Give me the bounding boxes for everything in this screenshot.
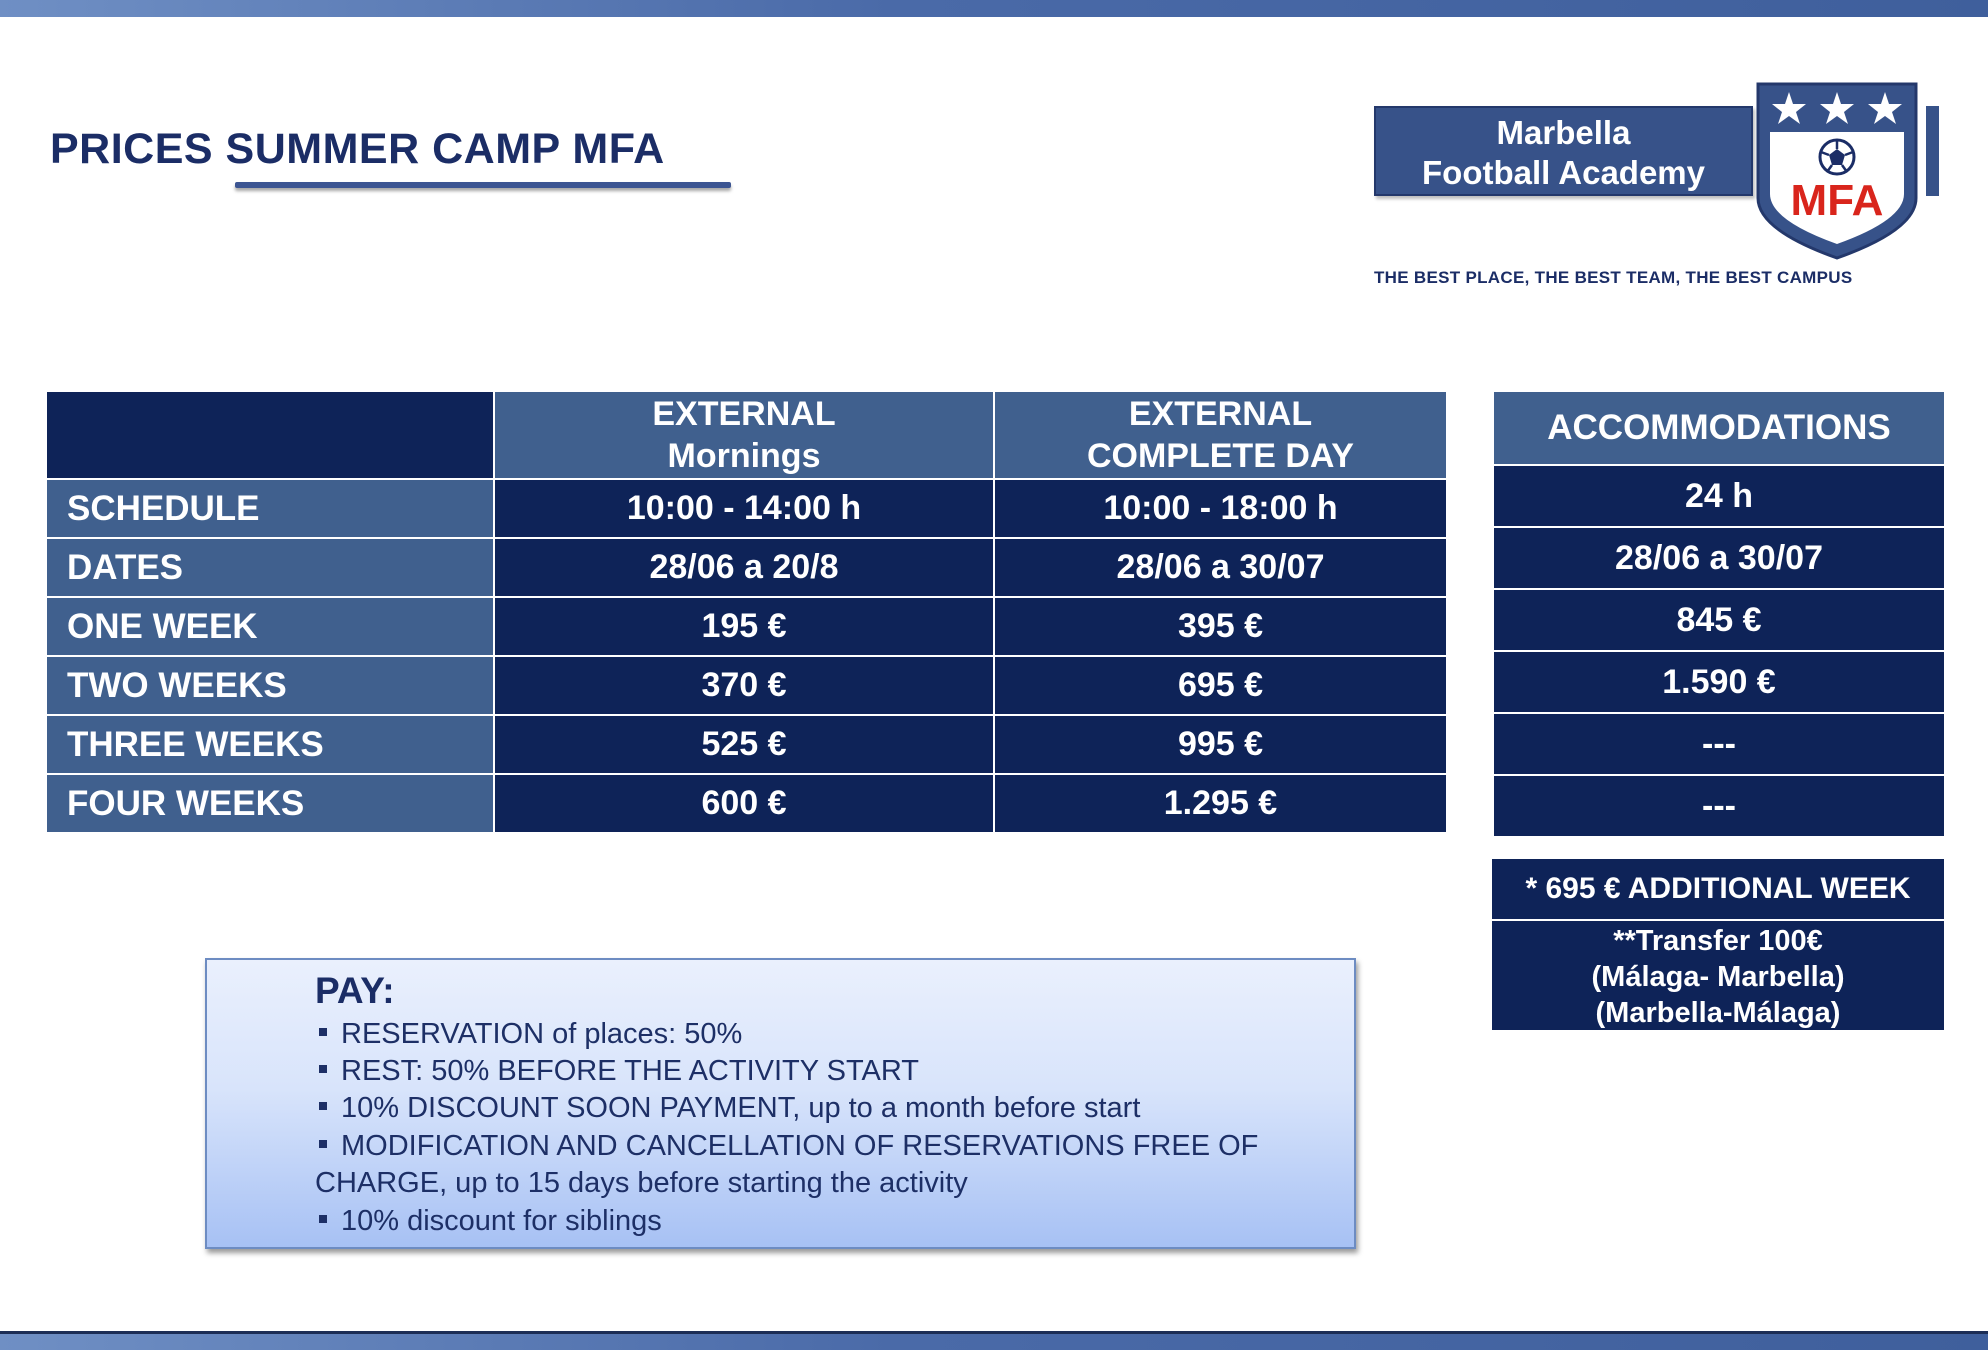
table-row — [1493, 527, 1945, 589]
logo-name-plate — [1374, 106, 1753, 196]
table-cell: 10:00 - 14:00 h — [494, 479, 994, 538]
row-label: SCHEDULE — [46, 479, 494, 538]
transfer-line: **Transfer 100€ — [1613, 925, 1823, 957]
column-header-external-complete-day — [994, 391, 1447, 479]
table-row — [1493, 651, 1945, 713]
row-label: ONE WEEK — [46, 597, 494, 656]
row-label: TWO WEEKS — [46, 656, 494, 715]
row-label: FOUR WEEKS — [46, 774, 494, 833]
table-row — [1493, 465, 1945, 527]
list-item-text: RESERVATION of places: 50% — [341, 1018, 743, 1050]
list-item-text: MODIFICATION AND CANCELLATION OF RESERVATIONS FREE OF — [341, 1130, 1259, 1162]
column-header-line: EXTERNAL — [1128, 395, 1313, 433]
list-item — [315, 1090, 1345, 1127]
accommodations-table — [1492, 390, 1946, 838]
top-decorative-bar — [0, 0, 1988, 17]
bullet-icon — [319, 1028, 327, 1036]
column-header-line: EXTERNAL — [652, 395, 836, 433]
academy-logo — [1374, 80, 1940, 280]
column-header-external-mornings — [494, 391, 994, 479]
logo-line-1: Marbella — [1496, 114, 1631, 151]
table-cell: 395 € — [994, 597, 1447, 656]
transfer-line: (Marbella-Málaga) — [1595, 997, 1841, 1029]
list-item-text: 10% discount for siblings — [341, 1205, 662, 1237]
payment-info-box — [205, 958, 1356, 1249]
table-row — [1493, 589, 1945, 651]
list-item — [315, 1128, 1345, 1202]
table-cell: 10:00 - 18:00 h — [994, 479, 1447, 538]
table-row — [46, 597, 1447, 656]
shield-crest-icon — [1754, 80, 1920, 262]
table-cell: 995 € — [994, 715, 1447, 774]
list-item — [315, 1203, 1345, 1240]
column-header-line: COMPLETE DAY — [1086, 437, 1354, 475]
table-cell: 28/06 a 30/07 — [1493, 527, 1945, 589]
table-cell: 28/06 a 20/8 — [494, 538, 994, 597]
football-icon — [1820, 140, 1854, 174]
table-row — [1493, 713, 1945, 775]
table-cell: 525 € — [494, 715, 994, 774]
prices-table — [45, 390, 1448, 834]
transfer-note — [1492, 921, 1944, 1030]
bullet-icon — [319, 1102, 327, 1110]
row-label: DATES — [46, 538, 494, 597]
table-cell: --- — [1493, 775, 1945, 837]
table-row — [46, 479, 1447, 538]
list-item — [315, 1053, 1345, 1090]
table-cell: 1.295 € — [994, 774, 1447, 833]
table-cell: 600 € — [494, 774, 994, 833]
bullet-icon — [319, 1065, 327, 1073]
table-cell: --- — [1493, 713, 1945, 775]
table-cell: 195 € — [494, 597, 994, 656]
page-title: PRICES SUMMER CAMP MFA — [50, 125, 665, 173]
table-cell: 845 € — [1493, 589, 1945, 651]
table-row — [1493, 775, 1945, 837]
bottom-decorative-bar — [0, 1331, 1988, 1350]
tagline: THE BEST PLACE, THE BEST TEAM, THE BEST CAMPUS — [1374, 268, 1853, 287]
column-header-line: Mornings — [667, 437, 821, 475]
table-cell: 695 € — [994, 656, 1447, 715]
table-row — [46, 715, 1447, 774]
title-underline — [235, 182, 731, 188]
table-corner-cell — [46, 391, 494, 479]
additional-week-note: * 695 € ADDITIONAL WEEK — [1492, 859, 1944, 919]
logo-plate-end — [1926, 106, 1939, 196]
logo-badge-text: MFA — [1790, 176, 1884, 225]
table-cell: 370 € — [494, 656, 994, 715]
table-cell: 24 h — [1493, 465, 1945, 527]
list-item-text: REST: 50% BEFORE THE ACTIVITY START — [341, 1055, 920, 1087]
transfer-line: (Málaga- Marbella) — [1591, 961, 1845, 993]
list-item-text: 10% DISCOUNT SOON PAYMENT, up to a month before start — [341, 1092, 1141, 1124]
table-header-row — [1493, 391, 1945, 465]
table-row — [46, 774, 1447, 833]
list-item-text-continuation: CHARGE, up to 15 days before starting the activity — [315, 1167, 968, 1199]
row-label: THREE WEEKS — [46, 715, 494, 774]
bullet-icon — [319, 1215, 327, 1223]
bullet-icon — [319, 1140, 327, 1148]
table-row — [46, 656, 1447, 715]
table-cell: 28/06 a 30/07 — [994, 538, 1447, 597]
logo-line-2: Football Academy — [1422, 154, 1705, 191]
table-row — [46, 538, 1447, 597]
table-cell: 1.590 € — [1493, 651, 1945, 713]
pay-title: PAY: — [315, 970, 395, 1011]
table-header-row — [46, 391, 1447, 479]
accommodations-header: ACCOMMODATIONS — [1493, 391, 1945, 465]
payment-terms-list — [315, 1016, 1345, 1240]
list-item — [315, 1016, 1345, 1053]
